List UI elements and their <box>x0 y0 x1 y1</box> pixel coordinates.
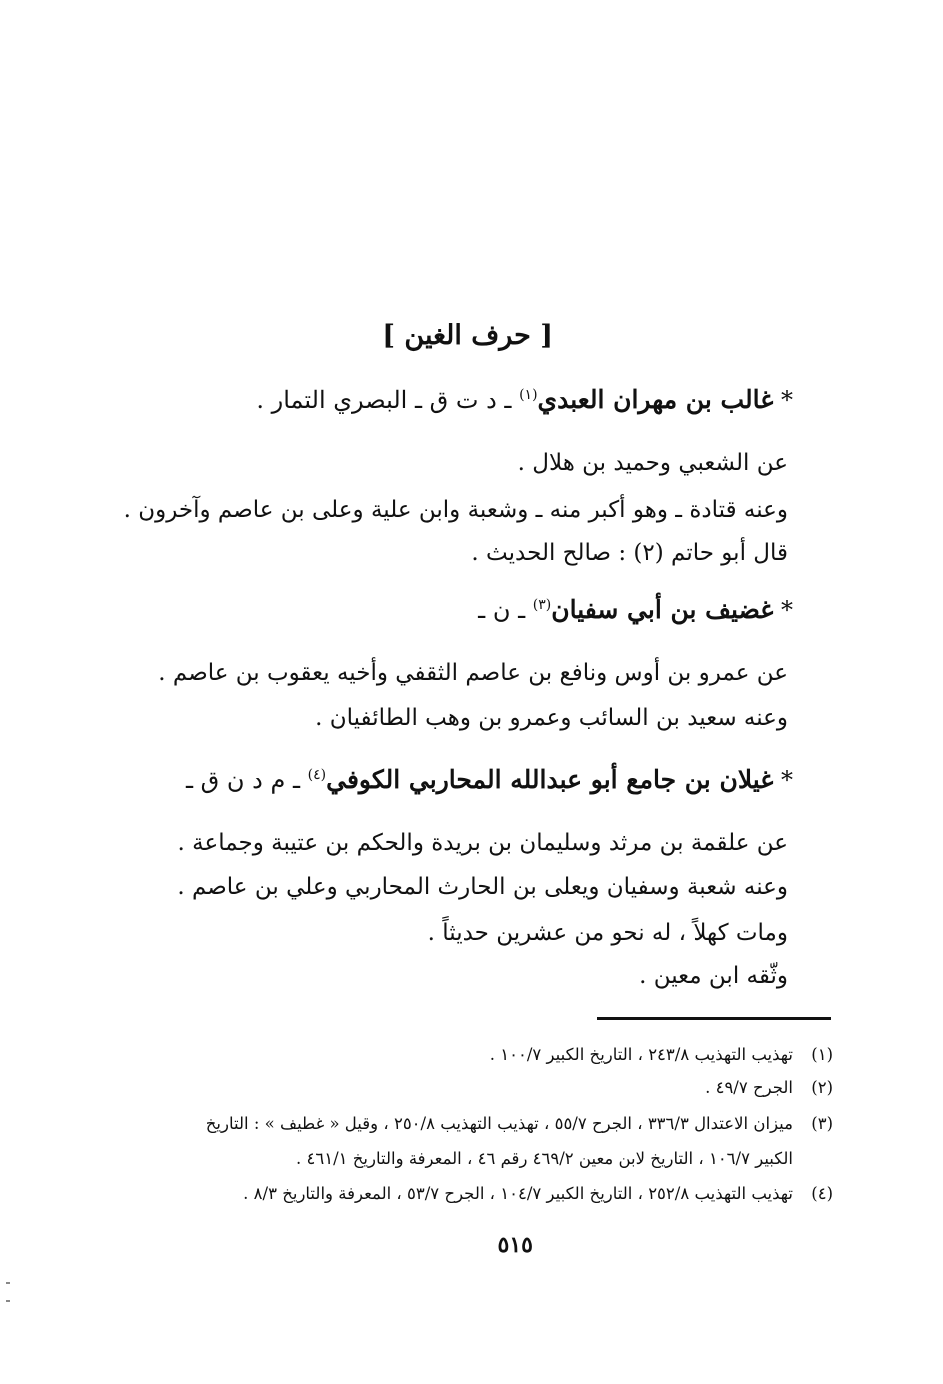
footnote-ref: (١) <box>519 387 538 403</box>
entry-line: وعنه شعبة وسفيان ويعلى بن الحارث المحاربي وعلي بن عاصم . <box>177 874 788 900</box>
entry-line: عن علقمة بن مرثد وسليمان بن بريدة والحكم بن عتيبة وجماعة . <box>177 830 788 856</box>
footnote <box>490 1045 833 1064</box>
entry-line: وعنه قتادة ـ وهو أكبر منه ـ وشعبة وابن علية وعلى بن عاصم وآخرون . <box>123 497 788 523</box>
entry-tail: ـ ن ـ <box>478 596 526 624</box>
footnote-ref: (٤) <box>307 767 327 783</box>
scan-edge-mark <box>6 1282 10 1284</box>
footnote-number: (٢) <box>811 1078 833 1097</box>
section-heading: [ حرف الغين ] <box>382 320 553 351</box>
footnote-continuation: الكبير ١٠٦/٧ ، التاريخ لابن معين ٤٦٩/٢ رقم ٤٦ ، المعرفة والتاريخ ٤٦١/١ . <box>296 1149 793 1168</box>
entry-line: قال أبو حاتم (٢) : صالح الحديث . <box>471 540 788 566</box>
footnote-ref: (٣) <box>532 597 552 613</box>
entry-name: غضيف بن أبي سفيان <box>551 595 774 624</box>
entry-tail: ـ د ت ق ـ البصري التمار . <box>256 386 512 414</box>
footnote-text: الجرح ٤٩/٧ . <box>705 1078 793 1097</box>
footnote <box>206 1114 833 1133</box>
entry-bullet: * <box>781 386 793 414</box>
entry-bullet: * <box>781 596 793 624</box>
entry-name: غيلان بن جامع أبو عبدالله المحاربي الكوفي <box>326 765 774 794</box>
entry-line: عن الشعبي وحميد بن هلال . <box>517 450 788 476</box>
entry-line: عن عمرو بن أوس ونافع بن عاصم الثقفي وأخيه يعقوب بن عاصم . <box>158 660 788 686</box>
footnote <box>705 1078 833 1097</box>
footnote-text: تهذيب التهذيب ٢٤٣/٨ ، التاريخ الكبير ١٠٠/٧ . <box>489 1045 793 1064</box>
footnote-number: (١) <box>811 1045 833 1064</box>
page-number: ٥١٥ <box>497 1232 533 1258</box>
footnote-text: تهذيب التهذيب ٢٥٢/٨ ، التاريخ الكبير ١٠٤/٧ ، الجرح ٥٣/٧ ، المعرفة والتاريخ ٨/٣ . <box>243 1184 793 1203</box>
footnote-separator <box>597 1017 831 1020</box>
footnote-number: (٣) <box>811 1114 833 1133</box>
entry-title <box>186 765 793 794</box>
scan-edge-mark <box>6 1300 10 1302</box>
entry-title <box>478 595 793 624</box>
footnote-number: (٤) <box>811 1184 833 1203</box>
footnote-text: ميزان الاعتدال ٣٣٦/٣ ، الجرح ٥٥/٧ ، تهذيب التهذيب ٢٥٠/٨ ، وقيل « غطيف » : التاريخ <box>205 1114 793 1133</box>
entry-title <box>256 385 793 414</box>
entry-line: وعنه سعيد بن السائب وعمرو بن وهب الطائفيان . <box>315 705 788 731</box>
entry-name: غالب بن مهران العبدي <box>537 385 774 414</box>
entry-line: ومات كهلاً ، له نحو من عشرين حديثاً . <box>427 920 788 946</box>
entry-tail: ـ م د ن ق ـ <box>186 766 301 794</box>
footnote <box>243 1184 833 1203</box>
entry-line: وثّقه ابن معين . <box>639 963 788 989</box>
entry-bullet: * <box>781 766 793 794</box>
